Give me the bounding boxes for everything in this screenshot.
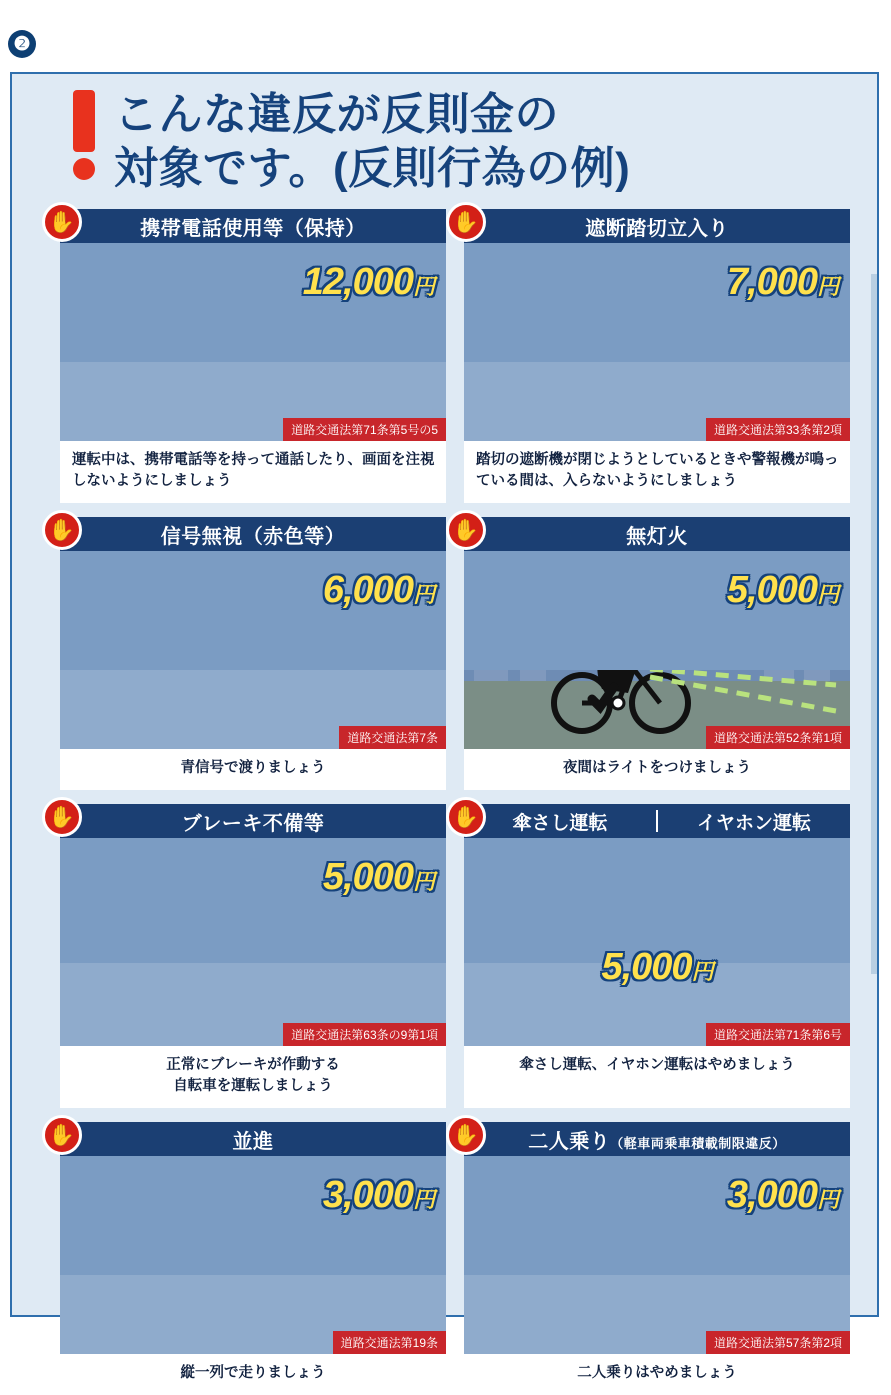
stop-hand-icon: ✋ xyxy=(446,797,486,837)
card-caption: 二人乗りはやめましょう xyxy=(464,1354,850,1395)
card-title-left: 傘さし運転 xyxy=(512,812,608,834)
fine-amount: 5,000円 xyxy=(322,856,434,899)
card-title-right: イヤホン運転 xyxy=(696,812,811,834)
law-reference: 道路交通法第52条第1項 xyxy=(706,726,850,749)
fine-amount: 7,000円 xyxy=(726,261,838,303)
stop-hand-icon: ✋ xyxy=(446,202,486,242)
card-header xyxy=(452,804,850,838)
fine-amount: 3,000円 xyxy=(726,1174,838,1217)
card-header xyxy=(452,1122,850,1156)
law-reference: 道路交通法第33条第2項 xyxy=(706,418,850,441)
card-header xyxy=(48,517,446,551)
card-title: 無灯火 xyxy=(626,525,688,548)
law-reference: 道路交通法第7条 xyxy=(339,726,446,749)
title-line-1: こんな違反が反則金の xyxy=(114,90,559,139)
card-illustration xyxy=(464,838,850,1046)
card-caption: 縦一列で走りましょう xyxy=(60,1354,446,1395)
law-reference: 道路交通法第71条第6号 xyxy=(706,1023,850,1046)
caption-line-1: 正常にブレーキが作動する xyxy=(166,1057,340,1074)
title-line-2: 対象です。(反則行為の例) xyxy=(114,143,631,193)
page-title xyxy=(62,88,862,198)
fine-amount: 12,000円 xyxy=(302,261,434,303)
violation-card-two-riders xyxy=(452,1122,850,1395)
stop-hand-icon: ✋ xyxy=(446,510,486,550)
card-caption: 傘さし運転、イヤホン運転はやめましょう xyxy=(464,1046,850,1087)
stop-hand-icon: ✋ xyxy=(446,1115,486,1155)
card-title: 二人乗り（軽車両乗車積載制限違反） xyxy=(528,1130,786,1153)
card-header xyxy=(48,804,446,838)
card-header xyxy=(48,209,446,243)
law-reference: 道路交通法第71条第5号の5 xyxy=(283,418,446,441)
violation-card-railway-crossing xyxy=(452,209,850,503)
card-illustration xyxy=(60,551,446,749)
violation-card-mobile-phone xyxy=(48,209,446,503)
content-frame xyxy=(10,72,879,1382)
card-caption: 夜間はライトをつけましょう xyxy=(464,749,850,790)
violation-card-grid xyxy=(48,209,850,1395)
fine-amount: 5,000円 xyxy=(601,946,713,989)
card-illustration xyxy=(60,243,446,441)
card-caption: 踏切の遮断機が閉じようとしているときや警報機が鳴っている間は、入らないようにしましょう xyxy=(464,441,850,503)
title-text xyxy=(114,88,630,195)
stop-hand-icon: ✋ xyxy=(42,202,82,242)
card-caption: 青信号で渡りましょう xyxy=(60,749,446,790)
card-title: ブレーキ不備等 xyxy=(181,812,325,835)
violation-card-umbrella-earphone xyxy=(452,804,850,1108)
card-illustration xyxy=(60,1156,446,1354)
card-title: 信号無視（赤色等） xyxy=(160,525,346,548)
fine-amount: 3,000円 xyxy=(322,1174,434,1217)
card-illustration xyxy=(464,1156,850,1354)
caption-line-2: 自転車を運転しましょう xyxy=(173,1078,333,1095)
law-reference: 道路交通法第19条 xyxy=(333,1331,446,1354)
violation-card-side-by-side xyxy=(48,1122,446,1395)
exclamation-mark-icon xyxy=(62,90,106,180)
stop-hand-icon: ✋ xyxy=(42,1115,82,1155)
card-header xyxy=(452,209,850,243)
page-edge-shadow xyxy=(871,274,877,974)
card-caption: 運転中は、携帯電話等を持って通話したり、画面を注視しないようにしましょう xyxy=(60,441,446,503)
violation-card-signal-ignore xyxy=(48,517,446,790)
law-reference: 道路交通法第63条の9第1項 xyxy=(283,1023,446,1046)
card-header xyxy=(48,1122,446,1156)
card-caption xyxy=(60,1046,446,1108)
stop-hand-icon: ✋ xyxy=(42,510,82,550)
page-number-badge: ❷ xyxy=(8,30,36,58)
law-reference: 道路交通法第57条第2項 xyxy=(706,1331,850,1354)
card-illustration xyxy=(464,551,850,749)
fine-amount: 5,000円 xyxy=(726,569,838,612)
card-header xyxy=(452,517,850,551)
card-title: 並進 xyxy=(232,1130,274,1153)
violation-card-brake-defect xyxy=(48,804,446,1108)
card-title: 遮断踏切立入り xyxy=(585,217,729,240)
card-title: 携帯電話使用等（保持） xyxy=(140,217,366,240)
fine-amount: 6,000円 xyxy=(322,569,434,612)
violation-card-no-light xyxy=(452,517,850,790)
card-title-suffix: （軽車両乗車積載制限違反） xyxy=(610,1135,786,1151)
card-illustration xyxy=(60,838,446,1046)
card-illustration xyxy=(464,243,850,441)
stop-hand-icon: ✋ xyxy=(42,797,82,837)
